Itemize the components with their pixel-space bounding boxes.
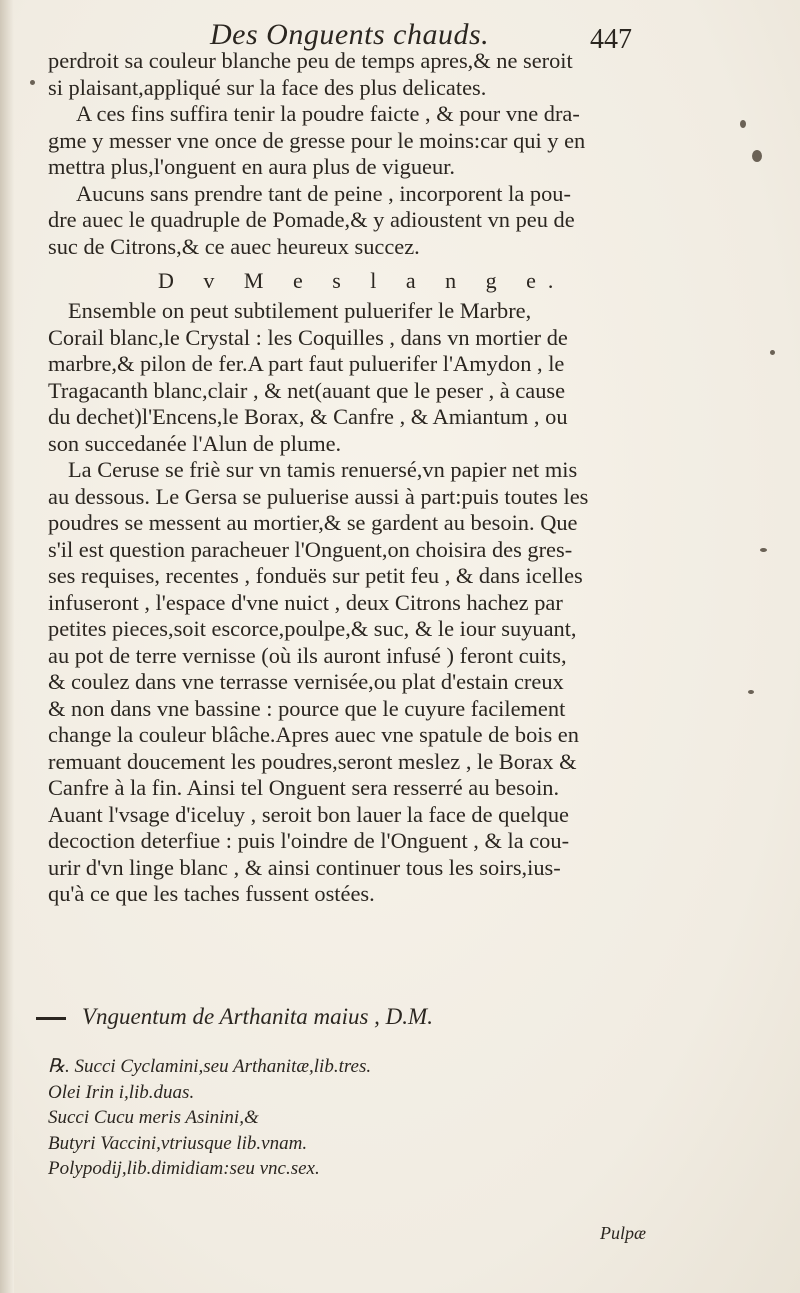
text-line: Tragacanth blanc,clair , & net(auant que le peser , à cause xyxy=(48,377,566,403)
catchword: Pulpæ xyxy=(600,1223,647,1243)
text-line: A ces fins suffira tenir la poudre faicte , & pour vne dra- xyxy=(76,101,580,126)
text-line: perdroit sa couleur blanche peu de temps apres,& ne seroit xyxy=(48,48,573,73)
text-line: Aucuns sans prendre tant de peine , incorporent la pou- xyxy=(76,180,571,206)
recipe-line: Polypodij,lib.dimidiam:seu vnc.sex. xyxy=(48,1158,320,1179)
text-line: marbre,& pilon de fer.A part faut puluerifer l'Amydon , le xyxy=(48,351,565,376)
ink-speck xyxy=(748,690,754,694)
text-line: petites pieces,soit escorce,poulpe,& suc, & le iour suyuant, xyxy=(48,616,577,641)
text-line: au dessous. Le Gersa se puluerise aussi à part:puis toutes les xyxy=(48,483,589,509)
text-line: ses requises, recentes , fonduës sur petit feu , & dans icelles xyxy=(48,563,583,588)
text-line: son succedanée l'Alun de plume. xyxy=(48,430,342,456)
recipe-list xyxy=(48,1054,371,1182)
recipe-line: ℞. Succi Cyclamini,seu Arthanitæ,lib.tres. xyxy=(48,1056,372,1077)
text-line: au pot de terre vernisse (où ils auront infusé ) feront cuits, xyxy=(48,642,567,668)
text-line: & coulez dans vne terrasse vernisée,ou plat d'estain creux xyxy=(48,669,564,694)
text-line: suc de Citrons,& ce auec heureux succez. xyxy=(48,233,420,259)
recipe-line: Succi Cucu meris Asinini,& xyxy=(48,1107,259,1128)
page-gutter-shadow xyxy=(0,0,14,1293)
recipe-heading-text: Vnguentum de Arthanita maius , D.M. xyxy=(82,1004,433,1029)
heading-dash xyxy=(36,1017,66,1020)
text-line: Canfre à la fin. Ainsi tel Onguent sera resserré au besoin. xyxy=(48,775,560,800)
ink-speck xyxy=(770,350,775,355)
text-line: dre auec le quadruple de Pomade,& y adioustent vn peu de xyxy=(48,207,575,232)
text-line: poudres se messent au mortier,& se gardent au besoin. Que xyxy=(48,510,578,535)
text-line: remuant doucement les poudres,seront meslez , le Borax & xyxy=(48,748,577,774)
text-line: Auant l'vsage d'iceluy , seroit bon lauer la face de quelque xyxy=(48,801,569,827)
text-line: change la couleur blâche.Apres auec vne spatule de bois en xyxy=(48,722,579,747)
recipe-line: Butyri Vaccini,vtriusque lib.vnam. xyxy=(48,1132,308,1154)
recipe-line: Olei Irin i,lib.duas. xyxy=(48,1081,195,1103)
text-line: s'il est question paracheuer l'Onguent,on choisira des gres- xyxy=(48,536,573,562)
ink-speck xyxy=(740,120,746,128)
text-line: Ensemble on peut subtilement puluerifer le Marbre, xyxy=(68,298,532,323)
text-line: du dechet)l'Encens,le Borax, & Canfre , & Amiantum , ou xyxy=(48,404,568,429)
page-number: 447 xyxy=(590,24,632,55)
main-text-block xyxy=(48,298,688,908)
text-line: urir d'vn linge blanc , & ainsi continuer tous les soirs,ius- xyxy=(48,854,561,880)
text-line: infuseront , l'espace d'vne nuict , deux Citrons hachez par xyxy=(48,589,563,615)
intro-text-block xyxy=(48,48,688,260)
text-line: si plaisant,appliqué sur la face des plus delicates. xyxy=(48,74,487,100)
text-line: qu'à ce que les taches fussent ostées. xyxy=(48,881,375,906)
ink-speck xyxy=(760,548,767,552)
text-line: Corail blanc,le Crystal : les Coquilles , dans vn mortier de xyxy=(48,324,568,350)
text-line: La Ceruse se friè sur vn tamis renuersé,vn papier net mis xyxy=(68,457,578,482)
recipe-heading xyxy=(36,1004,433,1030)
text-line: & non dans vne bassine : pource que le cuyure facilement xyxy=(48,695,566,721)
ink-speck xyxy=(752,150,762,162)
text-line: decoction deterfiue : puis l'oindre de l'Onguent , & la cou- xyxy=(48,828,570,853)
running-head: Des Onguents chauds. xyxy=(210,18,490,51)
text-line: gme y messer vne once de gresse pour le moins:car qui y en xyxy=(48,127,586,153)
text-line: mettra plus,l'onguent en aura plus de vigueur. xyxy=(48,154,455,179)
ink-speck xyxy=(30,80,35,85)
section-title: D v M e s l a n g e. xyxy=(158,268,566,293)
